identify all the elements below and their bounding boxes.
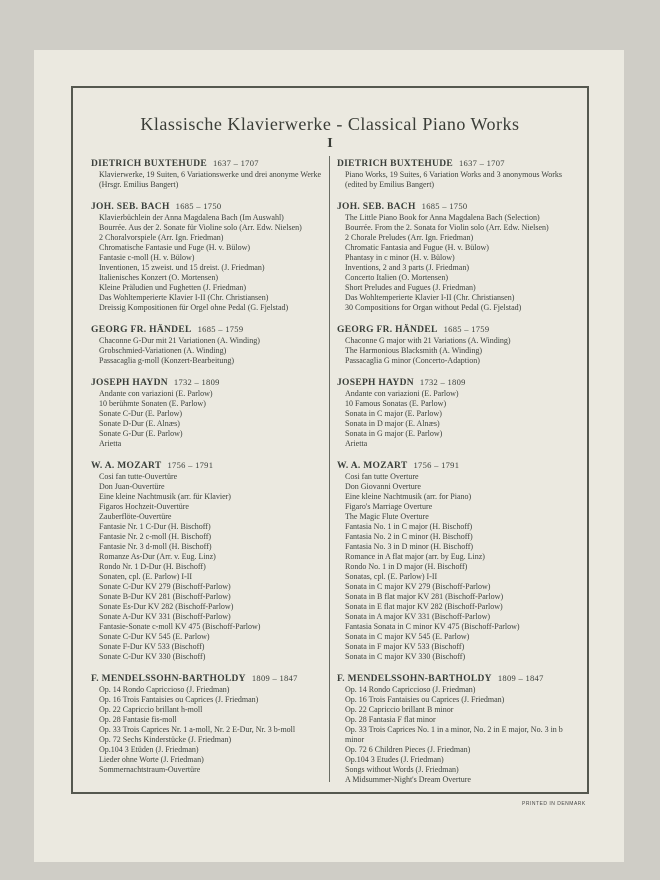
work-entry: Sonata in D major (E. Alnæs) bbox=[345, 419, 440, 428]
work-entry: Op. 72 6 Children Pieces (J. Friedman) bbox=[345, 745, 471, 754]
composer-years: 1685 – 1750 bbox=[421, 201, 468, 211]
composer-heading bbox=[337, 158, 577, 169]
composer-years: 1685 – 1759 bbox=[197, 324, 244, 334]
work-entry: Phantasy in c minor (H. v. Bülow) bbox=[345, 253, 455, 262]
composer-years: 1637 – 1707 bbox=[213, 158, 259, 168]
work-entry: Inventionen, 15 zweist. und 15 dreist. (J. Friedman) bbox=[99, 263, 265, 272]
work-entry: Sonate C-Dur KV 545 (E. Parlow) bbox=[99, 632, 210, 641]
english-column bbox=[337, 158, 577, 796]
work-entry: Sonate C-Dur KV 330 (Bischoff) bbox=[99, 652, 206, 661]
composer-section bbox=[337, 324, 577, 366]
work-entry: Chromatic Fantasia and Fugue (H. v. Bülow) bbox=[345, 243, 489, 252]
work-entry: Op. 33 Trois Caprices No. 1 in a minor, No. 2 in E major, No. 3 in b minor bbox=[345, 725, 563, 744]
work-entry: Sonate A-Dur KV 331 (Bischoff-Parlow) bbox=[99, 612, 231, 621]
work-entry: Op. 22 Capriccio brillant h-moll bbox=[99, 705, 203, 714]
composer-name: DIETRICH BUXTEHUDE bbox=[337, 159, 453, 169]
work-entry: Fantasie Nr. 3 d-moll (H. Bischoff) bbox=[99, 542, 212, 551]
composer-name: JOSEPH HAYDN bbox=[91, 378, 168, 388]
work-entry: Passacaglia G minor (Concerto-Adaption) bbox=[345, 356, 480, 365]
work-entry: 30 Compositions for Organ without Pedal (G. Fjelstad) bbox=[345, 303, 522, 312]
work-entry: Sonata in E flat major KV 282 (Bischoff-Parlow) bbox=[345, 602, 503, 611]
work-entry: 10 berühmte Sonaten (E. Parlow) bbox=[99, 399, 206, 408]
composer-heading bbox=[91, 201, 327, 212]
german-column bbox=[91, 158, 327, 786]
work-entry: Sonate F-Dur KV 533 (Bischoff) bbox=[99, 642, 205, 651]
work-entry: Sonata in F major KV 533 (Bischoff) bbox=[345, 642, 465, 651]
composer-years: 1732 – 1809 bbox=[173, 377, 220, 387]
composer-years: 1756 – 1791 bbox=[413, 460, 460, 470]
composer-years: 1732 – 1809 bbox=[419, 377, 466, 387]
composer-section bbox=[91, 324, 327, 366]
work-entry: Sonate Es-Dur KV 282 (Bischoff-Parlow) bbox=[99, 602, 234, 611]
work-entry: Op. 16 Trois Fantaisies ou Caprices (J. Friedman) bbox=[99, 695, 259, 704]
work-entry: Sonata in C major (E. Parlow) bbox=[345, 409, 442, 418]
work-entry: Op.104 3 Etüden (J. Friedman) bbox=[99, 745, 199, 754]
page-border-frame bbox=[71, 86, 589, 794]
composer-name: GEORG FR. HÄNDEL bbox=[337, 325, 438, 335]
work-entry: Don Giovanni Overture bbox=[345, 482, 421, 491]
composer-section bbox=[337, 158, 577, 190]
work-entry: Sonate C-Dur (E. Parlow) bbox=[99, 409, 183, 418]
work-entry: Bourrée. Aus der 2. Sonate für Violine solo (Arr. Edw. Nielsen) bbox=[99, 223, 302, 232]
work-entry: Das Wohltemperierte Klavier I-II (Chr. Christiansen) bbox=[345, 293, 515, 302]
work-entry: Op. 14 Rondo Capriccioso (J. Friedman) bbox=[345, 685, 476, 694]
work-entry: Fantasie Nr. 2 c-moll (H. Bischoff) bbox=[99, 532, 212, 541]
work-entry: Romanze As-Dur (Arr. v. Eug. Linz) bbox=[99, 552, 216, 561]
composer-name: JOSEPH HAYDN bbox=[337, 378, 414, 388]
work-entry: Fantasie Nr. 1 C-Dur (H. Bischoff) bbox=[99, 522, 211, 531]
composer-name: W. A. MOZART bbox=[337, 461, 408, 471]
work-entry: Passacaglia g-moll (Konzert-Bearbeitung) bbox=[99, 356, 235, 365]
composer-heading bbox=[91, 460, 327, 471]
composer-name: JOH. SEB. BACH bbox=[337, 202, 416, 212]
work-entry: Fantasia No. 3 in D minor (H. Bischoff) bbox=[345, 542, 474, 551]
composer-heading bbox=[337, 673, 577, 684]
work-entry: Bourrée. From the 2. Sonata for Violin solo (Arr. Edw. Nielsen) bbox=[345, 223, 549, 232]
column-divider bbox=[329, 156, 330, 782]
work-entry: Rondo Nr. 1 D-Dur (H. Bischoff) bbox=[99, 562, 206, 571]
work-entry: Sonate G-Dur (E. Parlow) bbox=[99, 429, 183, 438]
work-entry: Sonaten, cpl. (E. Parlow) I-II bbox=[99, 572, 193, 581]
composer-years: 1756 – 1791 bbox=[167, 460, 214, 470]
work-entry: Andante con variazioni (E. Parlow) bbox=[345, 389, 459, 398]
composer-section bbox=[337, 460, 577, 662]
composer-heading bbox=[337, 460, 577, 471]
work-entry: The Harmonious Blacksmith (A. Winding) bbox=[345, 346, 483, 355]
work-entry: Figaro's Marriage Overture bbox=[345, 502, 433, 511]
work-entry: Sonate D-Dur (E. Alnæs) bbox=[99, 419, 180, 428]
composer-section bbox=[91, 158, 327, 190]
work-entry: Songs without Words (J. Friedman) bbox=[345, 765, 459, 774]
work-entry: Eine kleine Nachtmusik (arr. for Piano) bbox=[345, 492, 472, 501]
composer-name: F. MENDELSSOHN-BARTHOLDY bbox=[337, 674, 492, 684]
composer-years: 1637 – 1707 bbox=[459, 158, 505, 168]
work-entry: 2 Choralvorspiele (Arr. Ign. Friedman) bbox=[99, 233, 224, 242]
work-entry: Fantasie c-moll (H. v. Bülow) bbox=[99, 253, 195, 262]
work-entry: Op. 28 Fantasie fis-moll bbox=[99, 715, 177, 724]
work-entry: Chaconne G major with 21 Variations (A. Winding) bbox=[345, 336, 511, 345]
work-entry: Andante con variazioni (E. Parlow) bbox=[99, 389, 213, 398]
work-entry: Fantasia No. 2 in C minor (H. Bischoff) bbox=[345, 532, 473, 541]
page-title: Klassische Klavierwerke - Classical Piano Works bbox=[140, 114, 520, 134]
work-entry: Cosi fan tutte Overture bbox=[345, 472, 419, 481]
work-entry: Sonate C-Dur KV 279 (Bischoff-Parlow) bbox=[99, 582, 231, 591]
work-entry: Cosi fan tutte-Ouvertüre bbox=[99, 472, 178, 481]
composer-years: 1685 – 1750 bbox=[175, 201, 222, 211]
work-entry: Arietta bbox=[345, 439, 368, 448]
work-entry: Op. 28 Fantasia F flat minor bbox=[345, 715, 436, 724]
work-entry: Rondo No. 1 in D major (H. Bischoff) bbox=[345, 562, 468, 571]
composer-heading bbox=[91, 158, 327, 169]
work-entry: Sonata in G major (E. Parlow) bbox=[345, 429, 443, 438]
work-entry: Op.104 3 Etudes (J. Friedman) bbox=[345, 755, 444, 764]
work-entry: Klavierwerke, 19 Suiten, 6 Variationswerke und drei anonyme Werke (Hrsgr. Emilius Bangert) bbox=[99, 170, 322, 189]
composer-section bbox=[91, 201, 327, 313]
work-entry: Eine kleine Nachtmusik (arr. für Klavier) bbox=[99, 492, 231, 501]
printed-in-denmark-note: PRINTED IN DENMARK bbox=[522, 801, 586, 807]
work-entry: Sonata in C major KV 279 (Bischoff-Parlow) bbox=[345, 582, 491, 591]
composer-years: 1809 – 1847 bbox=[497, 673, 544, 683]
work-entry: The Magic Flute Overture bbox=[345, 512, 429, 521]
work-entry: Kleine Präludien und Fughetten (J. Friedman) bbox=[99, 283, 247, 292]
work-entry: Op. 14 Rondo Capriccioso (J. Friedman) bbox=[99, 685, 230, 694]
work-entry: Sonate B-Dur KV 281 (Bischoff-Parlow) bbox=[99, 592, 231, 601]
work-entry: Figaros Hochzeit-Ouvertüre bbox=[99, 502, 189, 511]
composer-name: GEORG FR. HÄNDEL bbox=[91, 325, 192, 335]
work-entry: A Midsummer-Night's Dream Overture bbox=[345, 775, 471, 784]
composer-section bbox=[337, 201, 577, 313]
work-entry: Zauberflöte-Ouvertüre bbox=[99, 512, 172, 521]
composer-years: 1809 – 1847 bbox=[251, 673, 298, 683]
work-entry: Sonatas, cpl. (E. Parlow) I-II bbox=[345, 572, 438, 581]
composer-section bbox=[91, 377, 327, 449]
work-entry: Short Preludes and Fugues (J. Friedman) bbox=[345, 283, 476, 292]
composer-section bbox=[91, 460, 327, 662]
composer-years: 1685 – 1759 bbox=[443, 324, 490, 334]
composer-name: F. MENDELSSOHN-BARTHOLDY bbox=[91, 674, 246, 684]
work-entry: 10 Famous Sonatas (E. Parlow) bbox=[345, 399, 447, 408]
work-entry: Inventions, 2 and 3 parts (J. Friedman) bbox=[345, 263, 469, 272]
work-entry: Das Wohltemperierte Klavier I-II (Chr. Christiansen) bbox=[99, 293, 269, 302]
work-entry: Sommernachtstraum-Ouvertüre bbox=[99, 765, 201, 774]
composer-heading bbox=[91, 673, 327, 684]
composer-section bbox=[337, 377, 577, 449]
work-entry: Concerto Italien (O. Mortensen) bbox=[345, 273, 449, 282]
work-entry: Chaconne G-Dur mit 21 Variationen (A. Winding) bbox=[99, 336, 260, 345]
composer-name: W. A. MOZART bbox=[91, 461, 162, 471]
composer-heading bbox=[337, 377, 577, 388]
work-entry: Sonata in B flat major KV 281 (Bischoff-Parlow) bbox=[345, 592, 504, 601]
composer-section bbox=[337, 673, 577, 785]
work-entry: Piano Works, 19 Suites, 6 Variation Works and 3 anonymous Works (edited by Emilius Bangert) bbox=[345, 170, 563, 189]
work-entry: Fantasie-Sonate c-moll KV 475 (Bischoff-Parlow) bbox=[99, 622, 261, 631]
work-entry: The Little Piano Book for Anna Magdalena Bach (Selection) bbox=[345, 213, 540, 222]
work-entry: Sonata in A major KV 331 (Bischoff-Parlow) bbox=[345, 612, 491, 621]
volume-number: I bbox=[327, 136, 333, 151]
work-entry: Op. 16 Trois Fantaisies ou Caprices (J. Friedman) bbox=[345, 695, 505, 704]
catalog-page bbox=[34, 50, 624, 862]
composer-heading bbox=[91, 324, 327, 335]
work-entry: Chromatische Fantasie und Fuge (H. v. Bülow) bbox=[99, 243, 251, 252]
composer-name: DIETRICH BUXTEHUDE bbox=[91, 159, 207, 169]
composer-heading bbox=[337, 324, 577, 335]
work-entry: Dreissig Kompositionen für Orgel ohne Pedal (G. Fjelstad) bbox=[99, 303, 289, 312]
composer-name: JOH. SEB. BACH bbox=[91, 202, 170, 212]
composer-heading bbox=[337, 201, 577, 212]
work-entry: Fantasia Sonata in C minor KV 475 (Bischoff-Parlow) bbox=[345, 622, 520, 631]
work-entry: Grobschmied-Variationen (A. Winding) bbox=[99, 346, 227, 355]
work-entry: Romance in A flat major (arr. by Eug. Linz) bbox=[345, 552, 485, 561]
work-entry: Don Juan-Ouvertüre bbox=[99, 482, 165, 491]
work-entry: Op. 72 Sechs Kinderstücke (J. Friedman) bbox=[99, 735, 232, 744]
work-entry: Op. 33 Trois Caprices Nr. 1 a-moll, Nr. 2 E-Dur, Nr. 3 b-moll bbox=[99, 725, 296, 734]
work-entry: Op. 22 Capriccio brillant B minor bbox=[345, 705, 454, 714]
work-entry: Sonata in C major KV 545 (E. Parlow) bbox=[345, 632, 470, 641]
work-entry: Italienisches Konzert (O. Mortensen) bbox=[99, 273, 219, 282]
work-entry: Arietta bbox=[99, 439, 122, 448]
work-entry: Sonata in C major KV 330 (Bischoff) bbox=[345, 652, 466, 661]
work-entry: Klavierbüchlein der Anna Magdalena Bach (Im Auswahl) bbox=[99, 213, 284, 222]
composer-heading bbox=[91, 377, 327, 388]
work-entry: 2 Chorale Preludes (Arr. Ign. Friedman) bbox=[345, 233, 474, 242]
work-entry: Lieder ohne Worte (J. Friedman) bbox=[99, 755, 204, 764]
work-entry: Fantasia No. 1 in C major (H. Bischoff) bbox=[345, 522, 473, 531]
composer-section bbox=[91, 673, 327, 775]
